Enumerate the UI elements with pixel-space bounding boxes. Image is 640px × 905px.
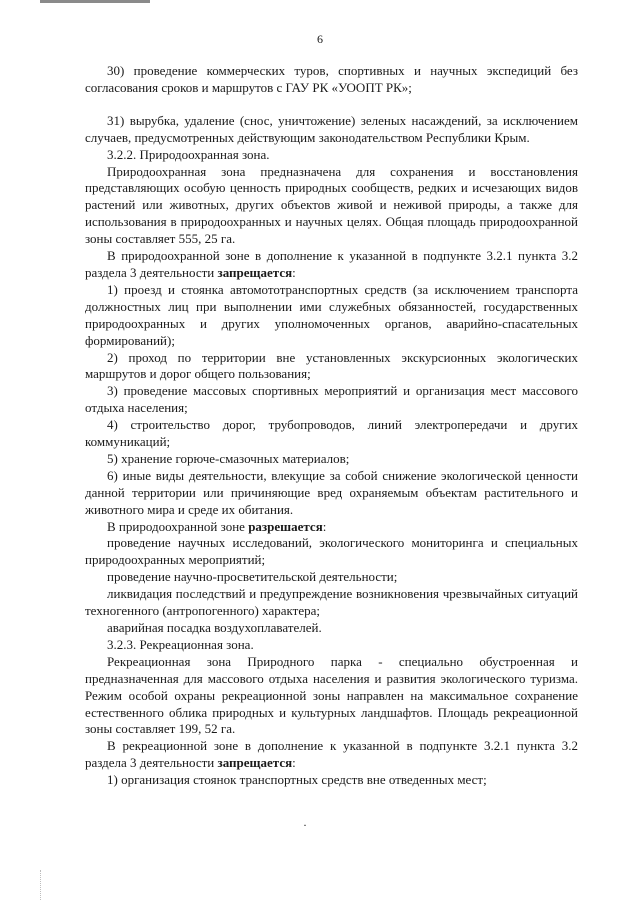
- top-edge-mark: [40, 0, 150, 3]
- prohibited-item-4: 4) строительство дорог, трубопроводов, линий электропередачи и других коммуникаций;: [85, 417, 578, 450]
- intro-text: В природоохранной зоне в дополнение к указанной в подпункте 3.2.1 пункта 3.2 раздела 3 деятельности: [85, 248, 578, 280]
- prohibited-item-5: 5) хранение горюче-смазочных материалов;: [107, 450, 350, 466]
- permitted-keyword: разрешается: [248, 518, 323, 534]
- section-3-2-3-heading: 3.2.3. Рекреационная зона.: [107, 636, 254, 652]
- permitted-item-1: проведение научных исследований, экологического мониторинга и специальных природоохранных мероприятий;: [85, 535, 578, 568]
- prohibited-keyword: запрещается: [217, 264, 293, 280]
- section-3-2-2-heading: 3.2.2. Природоохранная зона.: [107, 146, 270, 162]
- scan-speck: ·: [303, 818, 307, 832]
- prohibited-item-1: 1) проезд и стоянка автомототранспортных средств (за исключением транспорта должностных лиц при выполнении ими служебных обязанностей, государственных природоохранных и других уполномоченных органов, аварийно-спасательных формирований);: [85, 281, 578, 348]
- intro-text: В рекреационной зоне в дополнение к указанной в подпункте 3.2.1 пункта 3.2 раздела 3 деятельности: [85, 738, 578, 771]
- prohibited-item-6: 6) иные виды деятельности, влекущие за собой снижение экологической ценности данной территории или причиняющие вред охраняемым объектам растительного и животного мира и среде их обитания.: [85, 467, 578, 517]
- item-30: 30) проведение коммерческих туров, спортивных и научных экспедиций без согласования сроков и маршрутов с ГАУ РК «УООПТ РК»;: [85, 63, 578, 95]
- colon: :: [292, 264, 296, 280]
- recreation-zone-prohibited-intro: [85, 738, 578, 772]
- protection-zone-description: Природоохранная зона предназначена для сохранения и восстановления представляющих особую ценность природных сообществ, редких и исчезающих видов растений или животных, других объектов живой и неживой природы, а также для использования в природоохранных и научных целях. Общая площадь природоохранной зоны составляет 555, 25 га.: [85, 163, 578, 247]
- protection-zone-prohibited-intro: [85, 248, 578, 282]
- prohibited-item-2: 2) проход по территории вне установленных экскурсионных экологических маршрутов и дорог общего пользования;: [85, 349, 578, 382]
- protection-zone-permitted-intro: [85, 519, 578, 536]
- permitted-item-2: проведение научно-просветительской деятельности;: [107, 569, 398, 585]
- item-31: 31) вырубка, удаление (снос, уничтожение) зеленых насаждений, за исключением случаев, предусмотренных действующим законодательством Республики Крым.: [85, 112, 578, 145]
- recreation-zone-description: Рекреационная зона Природного парка - специально обустроенная и предназначенная для массового отдыха населения и развития экологического туризма. Режим особой охраны рекреационной зоны направлен на максимальное сохранение естественного облика природных и культурных ландшафтов. Площадь рекреационной зоны составляет 199, 52 га.: [85, 653, 578, 737]
- colon: :: [322, 518, 327, 534]
- recreation-prohibited-item-1: 1) организация стоянок транспортных средств вне отведенных мест;: [107, 772, 487, 788]
- prohibited-keyword: запрещается: [217, 755, 293, 771]
- permitted-item-3: ликвидация последствий и предупреждение возникновения чрезвычайных ситуаций техногенного (антропогенного) характера;: [85, 586, 578, 619]
- intro-text: В природоохранной зоне: [107, 518, 249, 534]
- page-number: 6: [317, 32, 323, 46]
- permitted-item-4: аварийная посадка воздухоплавателей.: [107, 620, 322, 635]
- colon: :: [292, 755, 296, 771]
- prohibited-item-3: 3) проведение массовых спортивных мероприятий и организация мест массового отдыха населения;: [85, 383, 578, 416]
- scan-edge-marks: [40, 870, 49, 900]
- document-body: [85, 63, 578, 789]
